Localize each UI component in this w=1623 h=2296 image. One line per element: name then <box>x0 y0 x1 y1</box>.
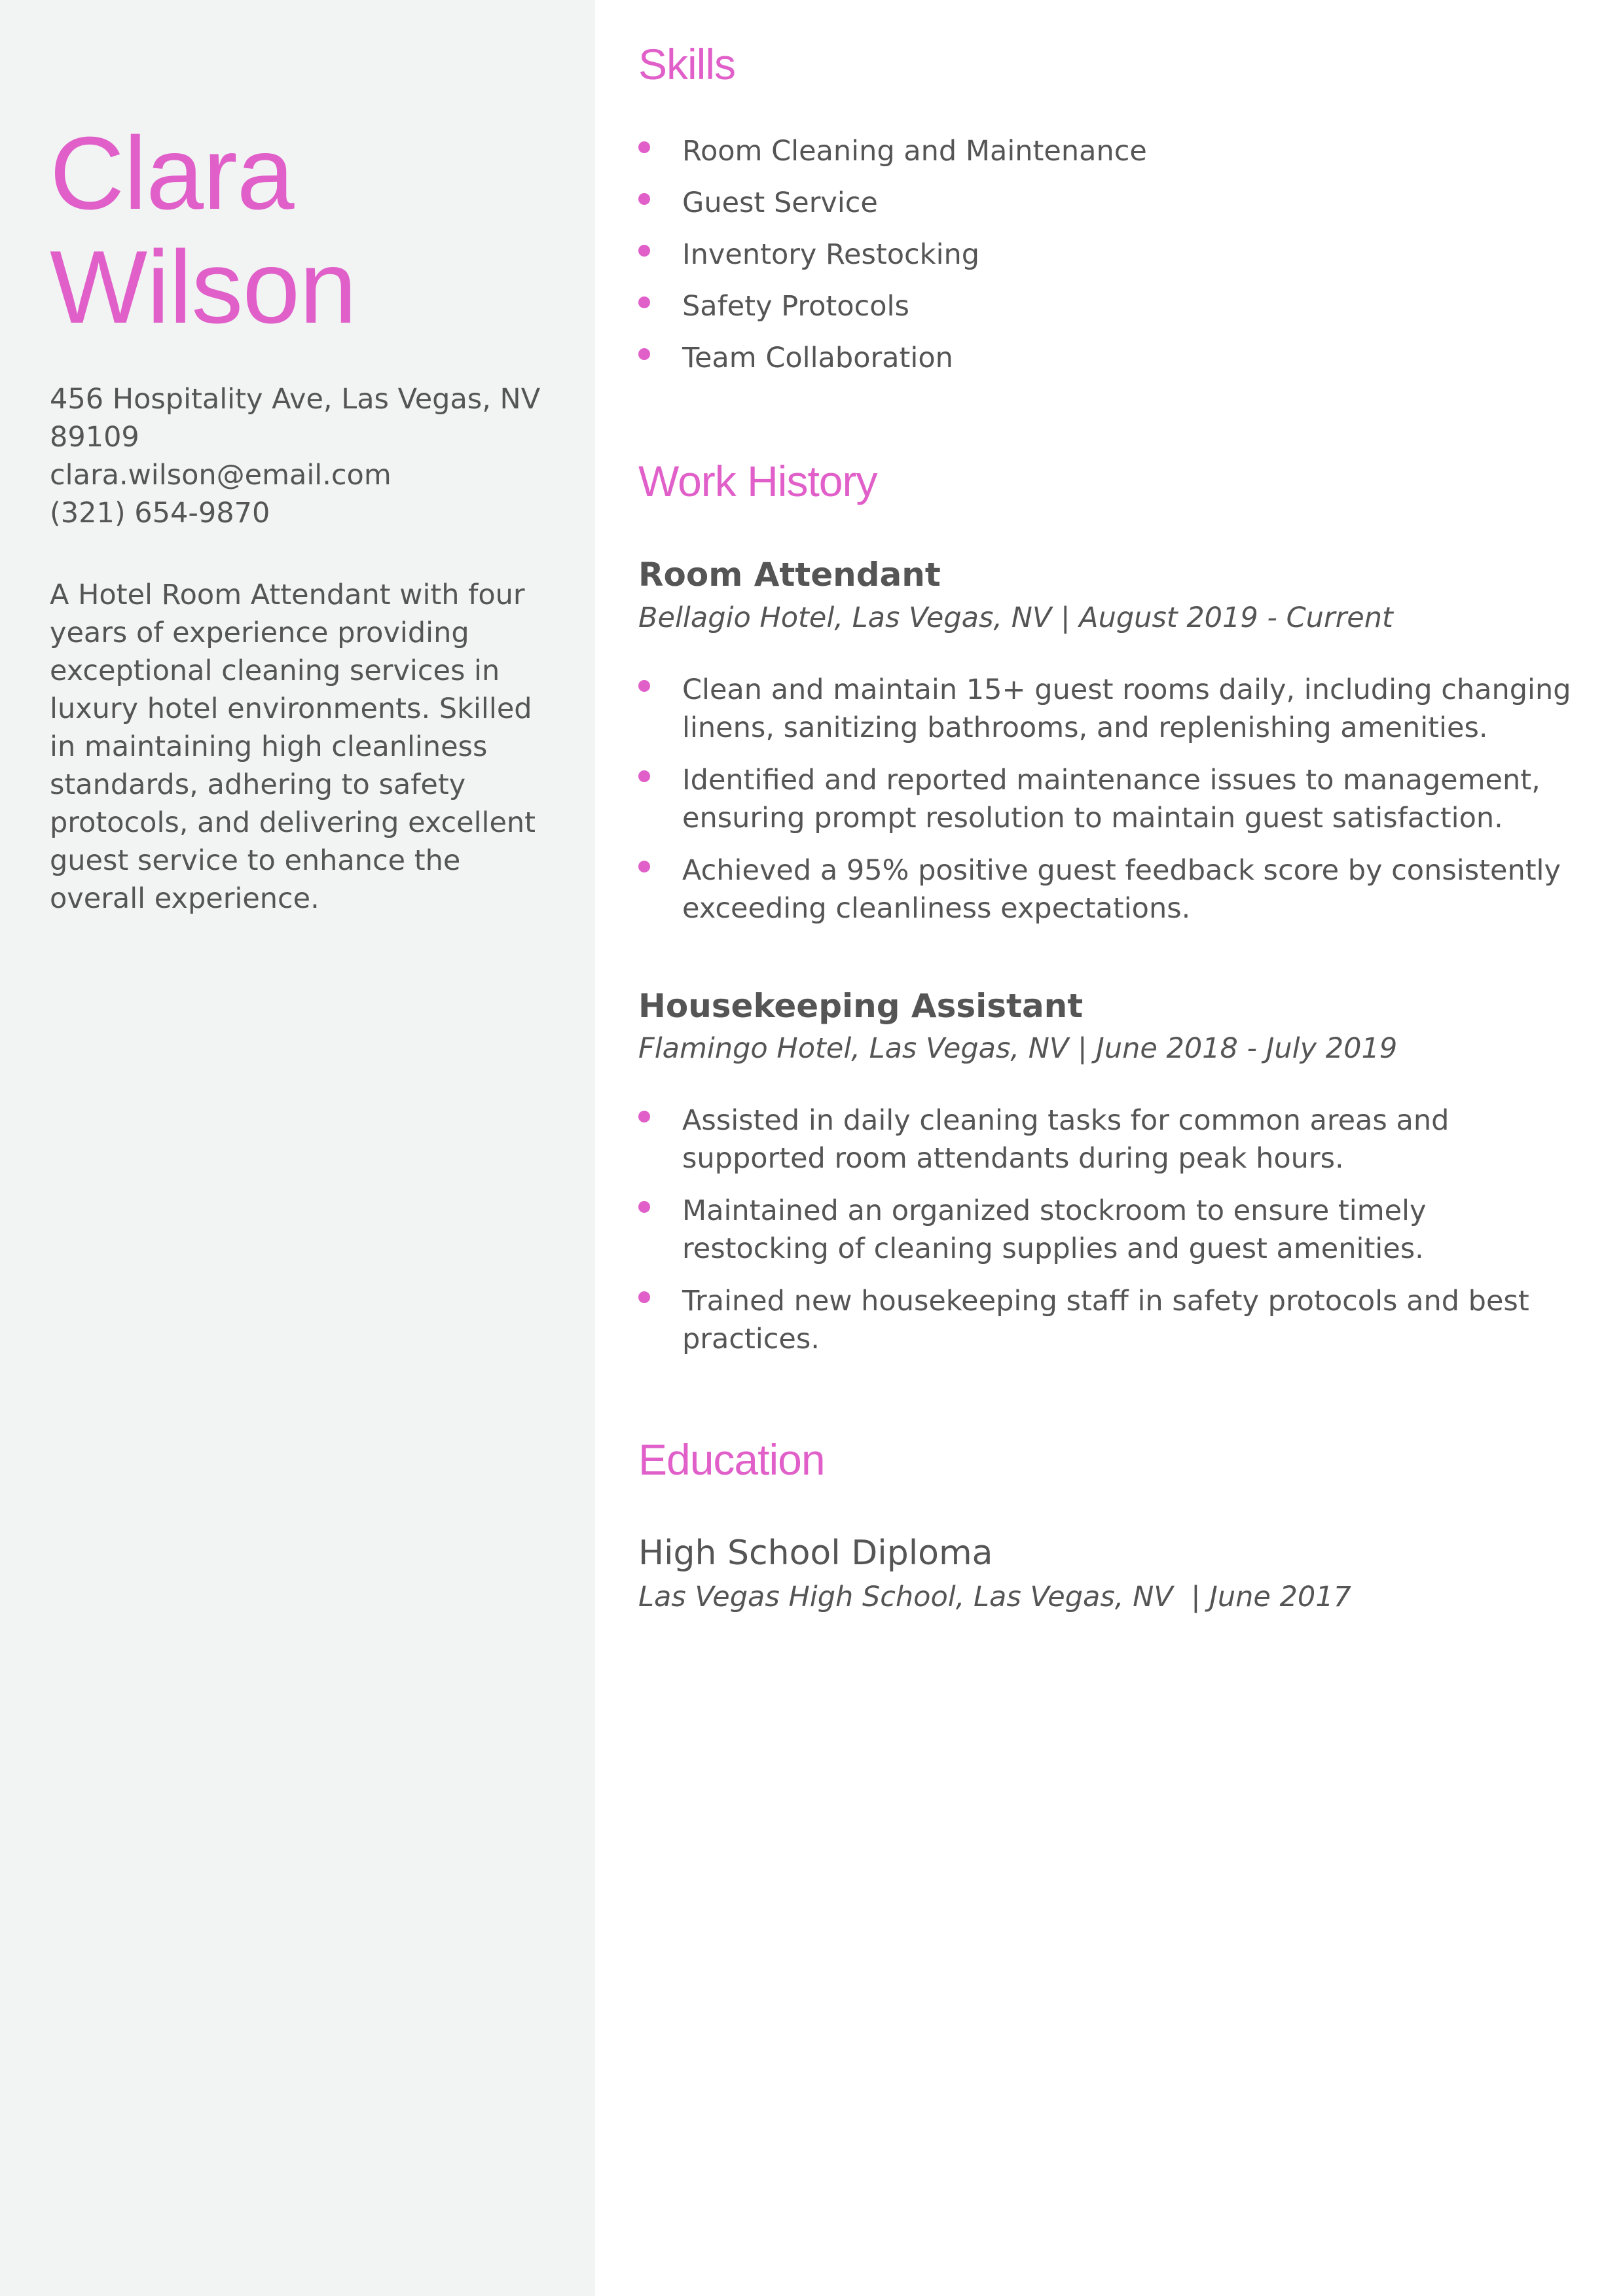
skill-item <box>638 287 1581 325</box>
job-title: Room Attendant <box>638 556 941 594</box>
work-history-heading: Work History <box>638 457 877 505</box>
skills-heading: Skills <box>638 40 736 88</box>
job-title: Housekeeping Assistant <box>638 987 1084 1025</box>
phone: (321) 654-9870 <box>50 497 270 529</box>
first-name: Clara <box>50 116 294 231</box>
bullet-icon <box>638 680 650 692</box>
skill-item <box>638 132 1581 170</box>
skill-item <box>638 184 1581 222</box>
bullet-icon <box>638 141 650 153</box>
skill-item <box>638 236 1581 274</box>
skill-label: Inventory Restocking <box>682 238 980 271</box>
bullet-icon <box>638 770 650 782</box>
bullet-icon <box>638 193 650 205</box>
email[interactable]: clara.wilson@email.com <box>50 459 392 492</box>
skill-label: Safety Protocols <box>682 290 909 323</box>
job-bullet <box>638 1192 1581 1268</box>
job-subtitle: Bellagio Hotel, Las Vegas, NV | August 2019 - Current <box>638 601 1393 634</box>
bullet-icon <box>638 861 650 872</box>
bullet-icon <box>638 1111 650 1122</box>
job-bullet-text: Identified and reported maintenance issues to management, ensuring prompt resolution to maintain guest satisfaction. <box>682 764 1541 834</box>
skill-label: Room Cleaning and Maintenance <box>682 135 1147 168</box>
job-bullet-text: Trained new housekeeping staff in safety protocols and best practices. <box>682 1285 1529 1355</box>
professional-summary: A Hotel Room Attendant with four years of experience providing exceptional cleaning services in luxury hotel environments. Skilled in maintaining high cleanliness standards, adhering to safety protocols, and delivering excellent guest service to enhance the overall experience. <box>50 579 536 915</box>
skill-label: Guest Service <box>682 187 878 219</box>
bullet-icon <box>638 245 650 257</box>
job-bullet <box>638 671 1581 747</box>
bullet-icon <box>638 348 650 360</box>
contact-info <box>50 380 554 532</box>
last-name: Wilson <box>50 230 357 345</box>
school-subtitle: Las Vegas High School, Las Vegas, NV | June 2017 <box>638 1581 1351 1613</box>
job-bullet <box>638 1282 1581 1358</box>
job-bullet-text: Clean and maintain 15+ guest rooms daily, including changing linens, sanitizing bathrooms, and replenishing amenities. <box>682 673 1571 744</box>
job-bullet <box>638 852 1581 927</box>
job-bullet <box>638 761 1581 837</box>
job-bullet-text: Maintained an organized stockroom to ensure timely restocking of cleaning supplies and guest amenities. <box>682 1194 1427 1265</box>
job-bullet <box>638 1102 1581 1177</box>
skill-item <box>638 339 1581 377</box>
job-bullet-text: Achieved a 95% positive guest feedback score by consistently exceeding cleanliness expectations. <box>682 854 1561 925</box>
candidate-name <box>50 117 356 344</box>
address-line-2: 89109 <box>50 421 139 454</box>
bullet-icon <box>638 1291 650 1303</box>
job-bullet-text: Assisted in daily cleaning tasks for common areas and supported room attendants during peak hours. <box>682 1104 1450 1175</box>
bullet-icon <box>638 1201 650 1213</box>
job-bullets <box>638 1102 1581 1372</box>
job-subtitle: Flamingo Hotel, Las Vegas, NV | June 2018 - July 2019 <box>638 1032 1398 1065</box>
skill-label: Team Collaboration <box>682 342 953 374</box>
job-bullets <box>638 671 1581 942</box>
skills-list <box>638 132 1581 391</box>
education-heading: Education <box>638 1435 825 1484</box>
sidebar <box>0 0 595 2296</box>
bullet-icon <box>638 296 650 308</box>
address-line-1: 456 Hospitality Ave, Las Vegas, NV <box>50 383 541 416</box>
degree-title: High School Diploma <box>638 1534 993 1573</box>
